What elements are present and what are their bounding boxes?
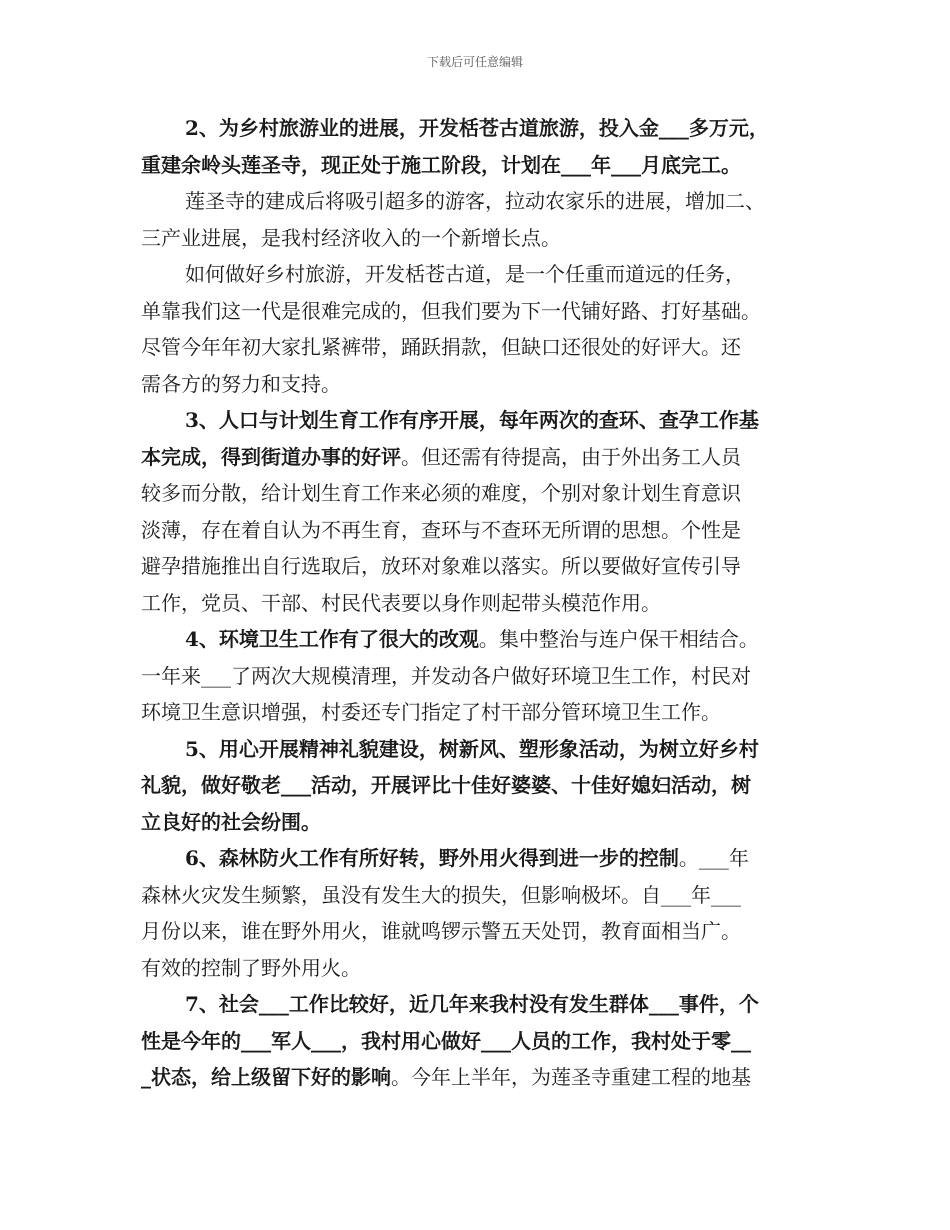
- text-line: [141, 950, 831, 987]
- body-text: 有效的控制了野外用火。: [141, 955, 361, 980]
- bold-heading-text: 5、用心开展精神礼貌建设，树新风、塑形象活动，为树立好乡村: [185, 736, 759, 761]
- text-line: [141, 439, 831, 476]
- text-line: [141, 804, 831, 841]
- bold-heading-text: _状态，给上级留下好的影响: [141, 1065, 391, 1089]
- bold-heading-text: 重建余岭头莲圣寺，现正处于施工阶段，计划在___年___月底完工。: [141, 152, 741, 177]
- body-text: 一年来___了两次大规模清理，并发动各户做好环境卫生工作，村民对: [141, 663, 751, 688]
- document-body: [141, 110, 831, 1096]
- bold-heading-text: 6、森林防火工作有所好转，野外用火得到进一步的控制: [185, 846, 679, 870]
- text-line: [141, 585, 831, 622]
- body-text: 工作，党员、干部、村民代表要以身作则起带头模范作用。: [141, 590, 661, 615]
- body-text: 需各方的努力和支持。: [141, 371, 341, 396]
- body-text: 月份以来，谁在野外用火，谁就鸣锣示警五天处罚，教育面相当广。: [141, 919, 741, 943]
- text-line: [141, 840, 831, 877]
- bold-heading-text: 本完成，得到街道办事的好评: [141, 444, 401, 469]
- text-line: [141, 877, 831, 914]
- bold-heading-text: 性是今年的___军人___，我村用心做好___人员的工作，我村处于零__: [141, 1028, 751, 1053]
- text-line: [141, 366, 831, 403]
- body-text: 莲圣寺的建成后将吸引超多的游客，拉动农家乐的进展，增加二、: [185, 189, 765, 213]
- bold-heading-text: 2、为乡村旅游业的进展，开发栝苍古道旅游，投入金___多万元，: [185, 116, 769, 140]
- body-text: 。___年: [678, 846, 749, 870]
- body-text: 避孕措施推出自行选取后，放环对象难以落实。所以要做好宣传引导: [141, 554, 741, 578]
- text-line: [141, 1023, 831, 1060]
- body-text: 淡薄，存在着自认为不再生育，查环与不查环无所谓的思想。个性是: [141, 517, 741, 542]
- body-text: 。但还需有待提高，由于外出务工人员: [401, 444, 741, 469]
- text-line: [141, 1059, 831, 1096]
- body-text: 三产业进展，是我村经济收入的一个新增长点。: [141, 225, 561, 250]
- text-line: [141, 731, 831, 768]
- text-line: [141, 658, 831, 695]
- text-line: [141, 110, 831, 147]
- body-text: 单靠我们这一代是很难完成的，但我们要为下一代铺好路、打好基础。: [141, 298, 761, 323]
- body-text: 较多而分散，给计划生育工作来必须的难度，个别对象计划生育意识: [141, 481, 741, 505]
- text-line: [141, 621, 831, 658]
- text-line: [141, 986, 831, 1023]
- body-text: 尽管今年年初大家扎紧裤带，踊跃捐款，但缺口还很处的好评大。还: [141, 335, 741, 359]
- text-line: [141, 475, 831, 512]
- text-line: [141, 256, 831, 293]
- text-line: [141, 183, 831, 220]
- text-line: [141, 220, 831, 257]
- body-text: 。集中整治与连户保干相结合。: [478, 627, 759, 651]
- body-text: 森林火灾发生频繁，虽没有发生大的损失，但影响极坏。自___年___: [141, 882, 741, 907]
- page-header: 下载后可任意编辑: [426, 55, 523, 69]
- bold-heading-text: 4、环境卫生工作有了很大的改观: [185, 627, 479, 651]
- text-line: [141, 548, 831, 585]
- text-line: [141, 767, 831, 804]
- bold-heading-text: 7、社会___工作比较好，近几年来我村没有发生群体___事件，个: [185, 992, 759, 1016]
- body-text: 环境卫生意识增强，村委还专门指定了村干部分管环境卫生工作。: [141, 700, 721, 724]
- text-line: [141, 402, 831, 439]
- bold-heading-text: 3、人口与计划生育工作有序开展，每年两次的查环、查孕工作基: [185, 408, 759, 432]
- text-line: [141, 147, 831, 184]
- text-line: [141, 329, 831, 366]
- text-line: [141, 293, 831, 330]
- bold-heading-text: 礼貌，做好敬老___活动，开展评比十佳好婆婆、十佳好媳妇活动，树: [141, 773, 751, 797]
- body-text: 如何做好乡村旅游，开发栝苍古道，是一个任重而道远的任务，: [185, 262, 745, 286]
- bold-heading-text: 立良好的社会纷围。: [141, 809, 321, 834]
- text-line: [141, 913, 831, 950]
- text-line: [141, 694, 831, 731]
- text-line: [141, 512, 831, 549]
- body-text: 。今年上半年，为莲圣寺重建工程的地基: [391, 1065, 751, 1089]
